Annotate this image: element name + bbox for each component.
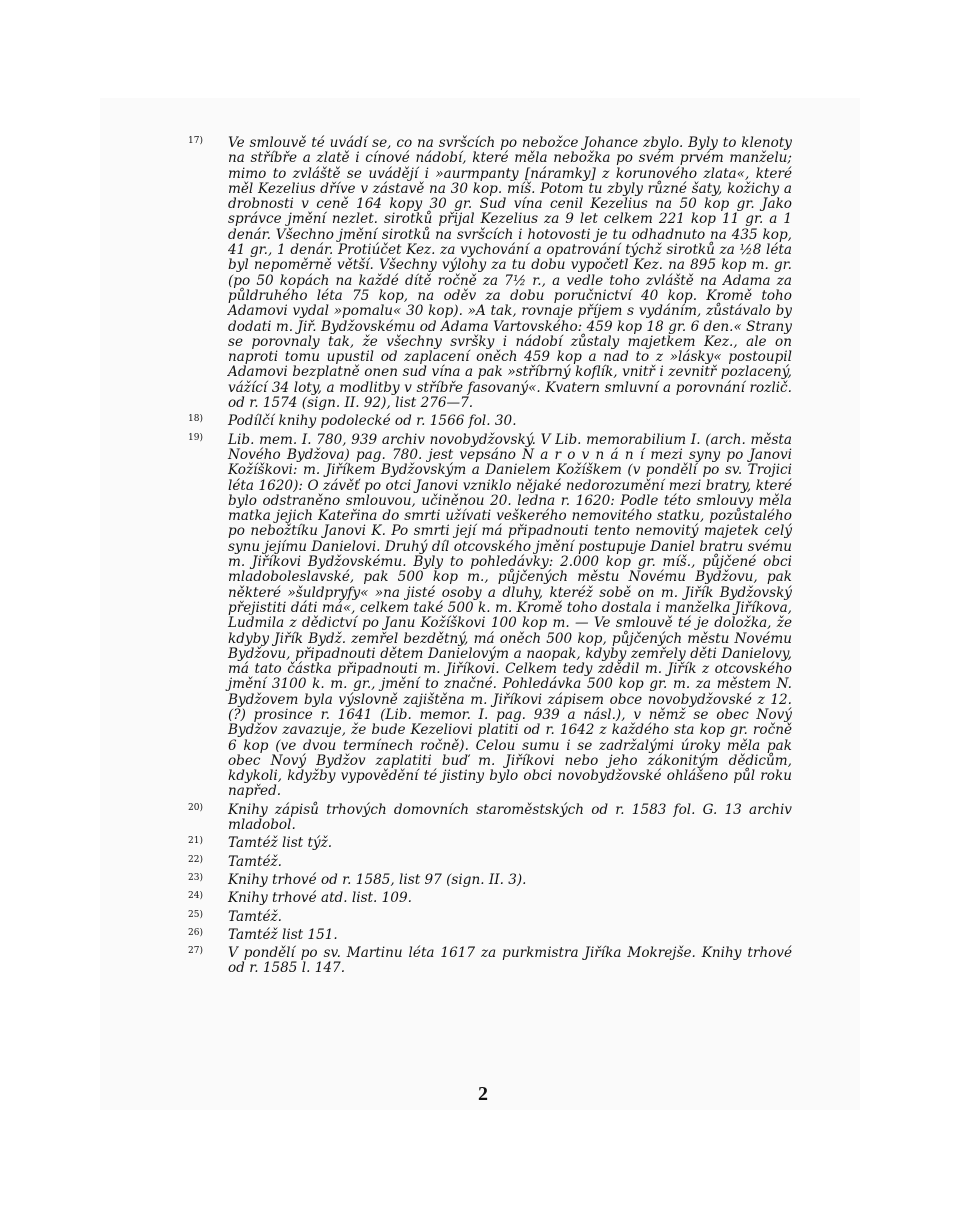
footnote-marker: 26) — [188, 927, 203, 938]
footnote-text: Tamtéž list 151. — [228, 926, 338, 943]
footnote-marker: 18) — [188, 414, 203, 425]
footnote-20 — [188, 803, 792, 834]
footnote-22 — [188, 855, 792, 870]
footnote-text: Knihy zápisů trhových domovních staroměstských od r. 1583 fol. G. 13 archiv mladobol. — [228, 801, 792, 834]
footnote-marker: 22) — [188, 854, 203, 865]
footnote-23 — [188, 873, 792, 888]
footnote-marker: 20) — [188, 802, 203, 813]
footnote-text: Tamtéž. — [228, 853, 282, 870]
footnote-marker: 27) — [188, 946, 203, 957]
footnote-17 — [188, 136, 792, 411]
footnote-24 — [188, 891, 792, 906]
footnote-text: V pondělí po sv. Martinu léta 1617 za purkmistra Jiříka Mokrejše. Knihy trhové od r. 1585 l. 147. — [228, 945, 792, 977]
footnote-marker: 24) — [188, 891, 203, 902]
footnote-marker: 21) — [188, 836, 203, 847]
footnote-text: Ve smlouvě té uvádí se, co na svršcích po nebožce Johance zbylo. Byly to klenoty na stříbře a zlatě i cínové nádobí, které měla nebožka po svém prvém manželu; mimo to zvláště se uvádějí i »aurmpanty [náramky] z korunového zlata«, které měl Kezelius dříve v zástavě na 30 kop. míš. Potom tu zbyly různé šaty, kožichy a drobnosti v ceně 164 kopy 30 gr. Sud vína cenil Kezelius na 50 kop gr. Jako správce jmění nezlet. sirotků přijal Kezelius za 9 let celkem 221 kop 11 gr. a 1 denár. Všechno jmění sirotků na svršcích i hotovosti je tu odhadnuto na 435 kop, 41 gr., 1 denár. Protiúčet Kez. za vychování a opatrování týchž sirotků za ½8 léta byl nepoměrně větší. Všechny výlohy za tu dobu vypočetl Kez. na 895 kop m. gr. (po 50 kopách na každé dítě ročně za 7½ r., a vedle toho zvláště na Adama za půldruhého léta 75 kop, na oděv za dobu poručnictví 40 kop. Kromě toho Adamovi vydal »pomalu« 30 kop). »A tak, rovnaje příjem s vydáním, zůstávalo by dodati m. Jiř. Bydžovskému od Adama Vartovského: 459 kop 18 gr. 6 den.« Strany se porovnaly tak, že všechny svršky i nádobí zůstaly majetkem Kez., ale on naproti tomu upustil od zaplacení oněch 459 kop a nad to z »lásky« postoupil Adamovi bezplatně onen sud vína a pak »stříbrný koflík, vnitř i zevnitř pozlacený, vážící 34 loty, a modlitby v stříbře fasovaný«. Kvatern smluvní a porovnání rozlič. od r. 1574 (sign. II. 92), list 276—7. — [228, 135, 792, 412]
footnote-text: Tamtéž. — [228, 908, 282, 925]
footnotes-list — [188, 136, 792, 977]
footnote-marker: 19) — [188, 432, 203, 443]
footnote-26 — [188, 928, 792, 943]
footnote-25 — [188, 910, 792, 925]
page-number: 2 — [478, 1083, 488, 1105]
footnote-21 — [188, 836, 792, 851]
footnote-marker: 23) — [188, 872, 203, 883]
footnote-19 — [188, 433, 792, 800]
footnote-27 — [188, 946, 792, 977]
footnote-text: Tamtéž list týž. — [228, 835, 333, 852]
footnote-text: Podílčí knihy podolecké od r. 1566 fol. 30. — [228, 413, 517, 430]
footnote-text: Lib. mem. I. 780, 939 archiv novobydžovský. V Lib. memorabilium I. (arch. města Nového Bydžova) pag. 780. jest vepsáno N a r o v n á n í mezi syny po Janovi Kožíškovi: m. Jiříkem Bydžovským a Danielem Kožíškem (v pondělí po sv. Trojici léta 1620): O závěť po otci Janovi vzniklo nějaké nedorozumění mezi bratry, které bylo odstraněno smlouvou, učiněnou 20. ledna r. 1620: Podle této smlouvy měla matka jejich Kateřina do smrti užívati veškerého nemovitého statku, pozůstalého po nebožtíku Janovi K. Po smrti její má připadnouti tento nemovitý majetek celý synu jejímu Danielovi. Druhý díl otcovského jmění postupuje Daniel bratru svému m. Jiříkovi Bydžovskému. Byly to pohledávky: 2.000 kop gr. míš., půjčené obci mladoboleslavské, pak 500 kop m., půjčených městu Novému Bydžovu, pak některé »šuldpryfy« »na jisté osoby a dluhy, kteréž sobě on m. Jiřík Bydžovský přejistiti dáti má«, celkem také 500 k. m. Kromě toho dostala i manželka Jiříkova, Ludmila z dědictví po Janu Kožíškovi 100 kop m. — Ve smlouvě té je doložka, že kdyby Jiřík Bydž. zemřel bezdětný, má oněch 500 kop, půjčených městu Novému Bydžovu, připadnouti dětem Danielovým a naopak, kdyby zemřely děti Danielovy, má tato částka připadnouti m. Jiříkovi. Celkem tedy zdědil m. Jiřík z otcovského jmění 3100 k. m. gr., jmění to značné. Pohledávka 500 kop gr. m. za městem N. Bydžovem byla výslovně zajištěna m. Jiříkovi zápisem obce novobydžovské z 12.(?) prosince r. 1641 (Lib. memor. I. pag. 939 a násl.), v němž se obec Nový Bydžov zavazuje, že bude Kezeliovi platiti od r. 1642 z každého sta kop gr. ročně 6 kop (ve dvou termínech ročně). Celou sumu i se zadržalými úroky měla pak obec Nový Bydžov zaplatiti buď m. Jiříkovi nebo jeho zákonitým dědicům, kdykoli, kdyžby vypovědění té jistiny bylo obci novobydžovské ohlášeno půl roku napřed. — [228, 431, 792, 800]
footnote-text: Knihy trhové od r. 1585, list 97 (sign. II. 3). — [228, 871, 527, 888]
footnote-marker: 25) — [188, 909, 203, 920]
footnote-18 — [188, 414, 792, 429]
footnote-text: Knihy trhové atd. list. 109. — [228, 890, 412, 907]
footnote-marker: 17) — [188, 136, 203, 146]
